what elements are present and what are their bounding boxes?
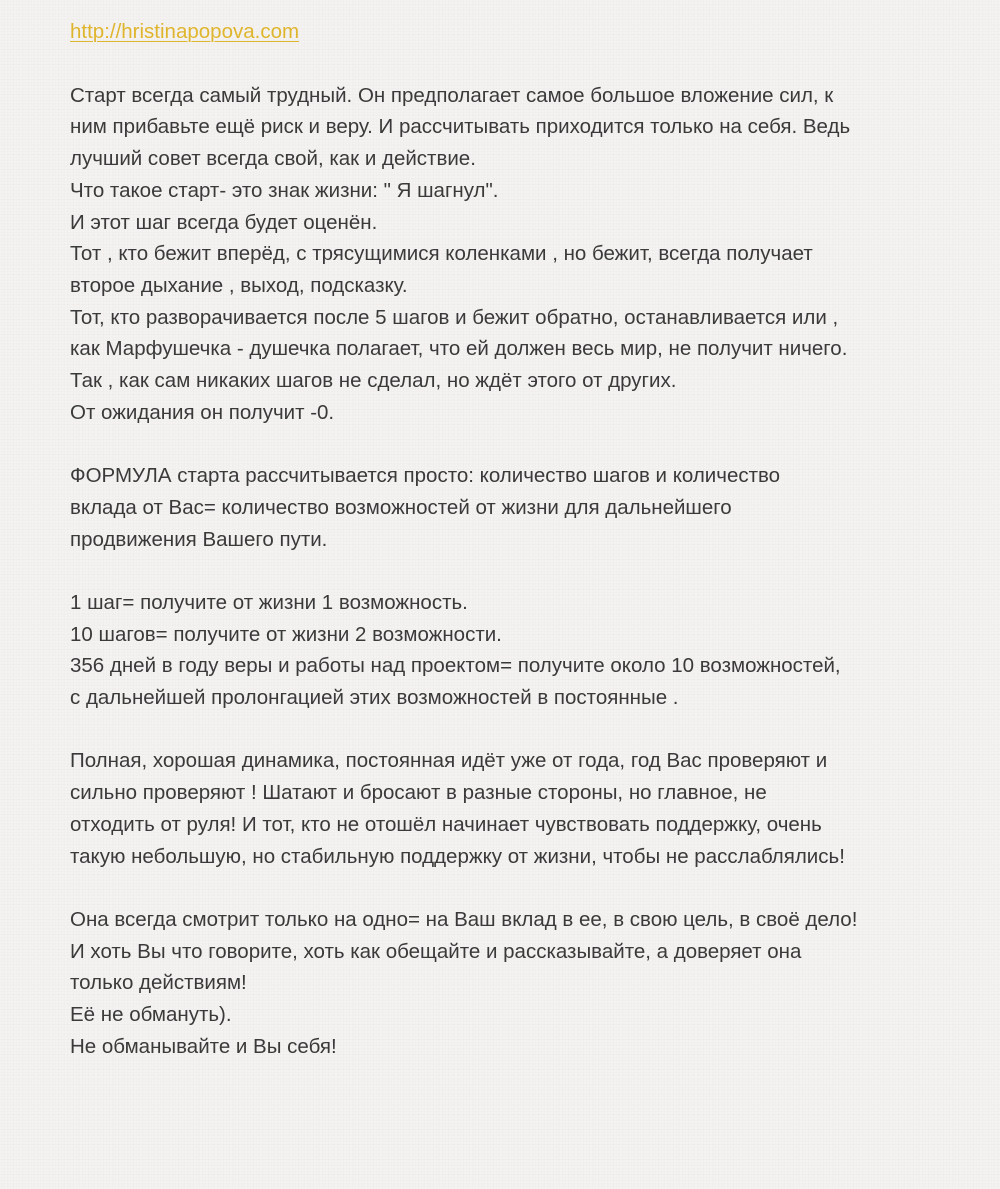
text-line: вклада от Вас= количество возможностей от жизни для дальнейшего	[70, 495, 732, 519]
text-line: продвижения Вашего пути.	[70, 527, 328, 551]
paragraph-gap	[70, 428, 970, 460]
text-line: Она всегда смотрит только на одно= на Ваш вклад в ее, в свою цель, в своё дело!	[70, 907, 858, 931]
paragraph	[70, 80, 970, 429]
paragraph-gap	[70, 714, 970, 746]
paragraph-gap	[70, 872, 970, 904]
text-line: второе дыхание , выход, подсказку.	[70, 273, 408, 297]
text-line: От ожидания он получит -0.	[70, 400, 335, 424]
spacer	[70, 48, 970, 80]
text-line: Что такое старт- это знак жизни: " Я шагнул".	[70, 178, 499, 202]
text-line: такую небольшую, но стабильную поддержку от жизни, чтобы не расслаблялись!	[70, 844, 845, 868]
text-line: с дальнейшей пролонгацией этих возможностей в постоянные .	[70, 686, 679, 710]
paragraph	[70, 460, 970, 555]
text-line: 1 шаг= получите от жизни 1 возможность.	[70, 590, 468, 614]
text-line: Старт всегда самый трудный. Он предполагает самое большое вложение сил, к	[70, 83, 834, 107]
text-line: ФОРМУЛА старта рассчитывается просто: количество шагов и количество	[70, 464, 781, 488]
text-line: Не обманывайте и Вы себя!	[70, 1034, 337, 1058]
paragraph	[70, 745, 970, 872]
text-line: Тот , кто бежит вперёд, с трясущимися коленками , но бежит, всегда получает	[70, 242, 813, 266]
text-line: как Марфушечка - душечка полагает, что ей должен весь мир, не получит ничего.	[70, 337, 848, 361]
text-line: И этот шаг всегда будет оценён.	[70, 210, 378, 234]
text-line: сильно проверяют ! Шатают и бросают в разные стороны, но главное, не	[70, 781, 767, 805]
text-line: только действиям!	[70, 971, 247, 995]
website-link[interactable]: http://hristinapopova.com	[70, 20, 300, 43]
text-line: Её не обмануть).	[70, 1003, 232, 1027]
text-line: Полная, хорошая динамика, постоянная идёт уже от года, год Вас проверяют и	[70, 749, 828, 773]
text-line: 356 дней в году веры и работы над проектом= получите около 10 возможностей,	[70, 654, 841, 678]
text-line: отходить от руля! И тот, кто не отошёл начинает чувствовать поддержку, очень	[70, 812, 822, 836]
text-line: Тот, кто разворачивается после 5 шагов и бежит обратно, останавливается или ,	[70, 305, 839, 329]
text-line: ним прибавьте ещё риск и веру. И рассчитывать приходится только на себя. Ведь	[70, 115, 851, 139]
note-body	[70, 80, 970, 1063]
text-line: 10 шагов= получите от жизни 2 возможности.	[70, 622, 502, 646]
paragraph	[70, 904, 970, 1063]
paragraph	[70, 587, 970, 714]
text-line: Так , как сам никаких шагов не сделал, но ждёт этого от других.	[70, 369, 677, 393]
text-line: лучший совет всегда свой, как и действие.	[70, 147, 476, 171]
paragraph-gap	[70, 555, 970, 587]
text-line: И хоть Вы что говорите, хоть как обещайте и рассказывайте, а доверяет она	[70, 939, 802, 963]
note-page	[70, 16, 970, 1062]
